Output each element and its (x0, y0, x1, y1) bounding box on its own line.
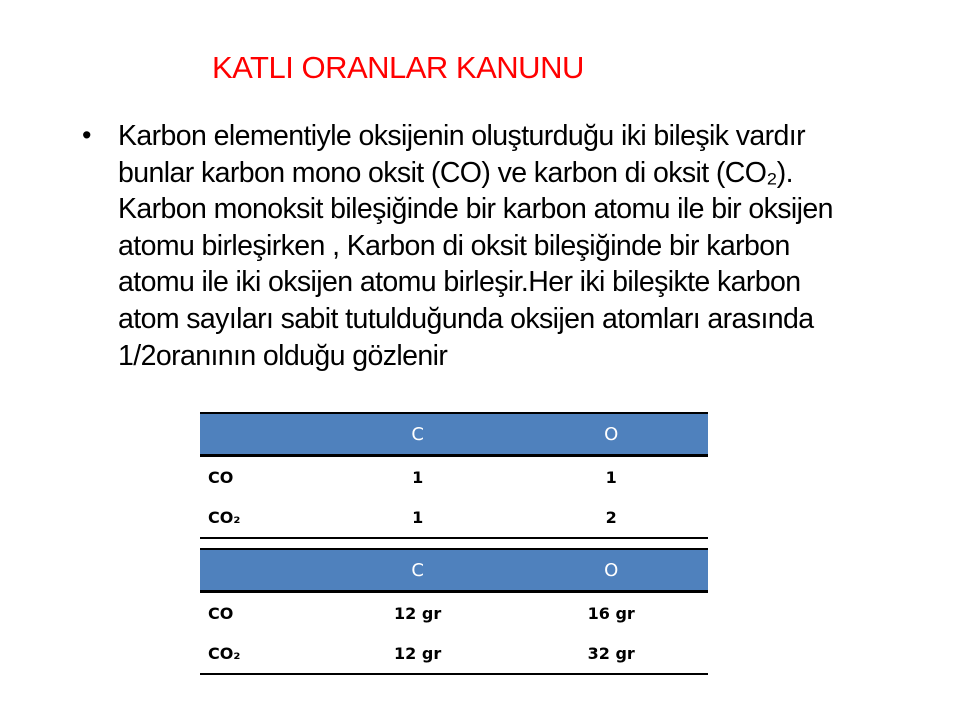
table-row (200, 497, 708, 538)
row-label: CO₂ (200, 633, 321, 674)
row-label: CO (208, 467, 234, 487)
mass-table (200, 548, 708, 675)
cell-c: 1 (412, 467, 424, 487)
table-header-row (200, 549, 708, 592)
table-row (200, 592, 708, 634)
header-cell-c: C (321, 549, 515, 592)
cell-o: 1 (605, 467, 617, 487)
row-label: CO₂ (200, 497, 321, 538)
row-label: CO (208, 603, 234, 623)
bullet-item (82, 118, 862, 374)
header-cell-o: O (514, 549, 708, 592)
slide-title: KATLI ORANLAR KANUNU (212, 50, 584, 85)
header-cell-o: O (514, 413, 708, 456)
bullet-icon: • (82, 120, 92, 150)
header-cell-blank (200, 549, 321, 592)
header-cell-blank (200, 413, 321, 456)
header-cell-c: C (321, 413, 515, 456)
cell-o: 2 (514, 497, 708, 538)
cell-c: 1 (321, 497, 515, 538)
table-row (200, 456, 708, 498)
bullet-paragraph: Karbon elementiyle oksijenin oluşturduğu iki bileşik vardır bunlar karbon mono oksit (CO) ve karbon di oksit (CO₂). Karbon monoksit bileşiğinde bir karbon atomu ile bir oksijen atomu birleşirken , Karbon di oksit bileşiğinde bir karbon atomu ile iki oksijen atomu birleşir.Her iki bileşikte karbon atom sayıları sabit tutulduğunda oksijen atomları arasında 1/2oranının olduğu gözlenir (118, 120, 833, 372)
cell-o: 32 gr (514, 633, 708, 674)
atom-count-table (200, 412, 708, 539)
cell-c: 12 gr (321, 633, 515, 674)
table-header-row (200, 413, 708, 456)
cell-o: 16 gr (587, 603, 635, 623)
table-row (200, 633, 708, 674)
cell-c: 12 gr (394, 603, 442, 623)
